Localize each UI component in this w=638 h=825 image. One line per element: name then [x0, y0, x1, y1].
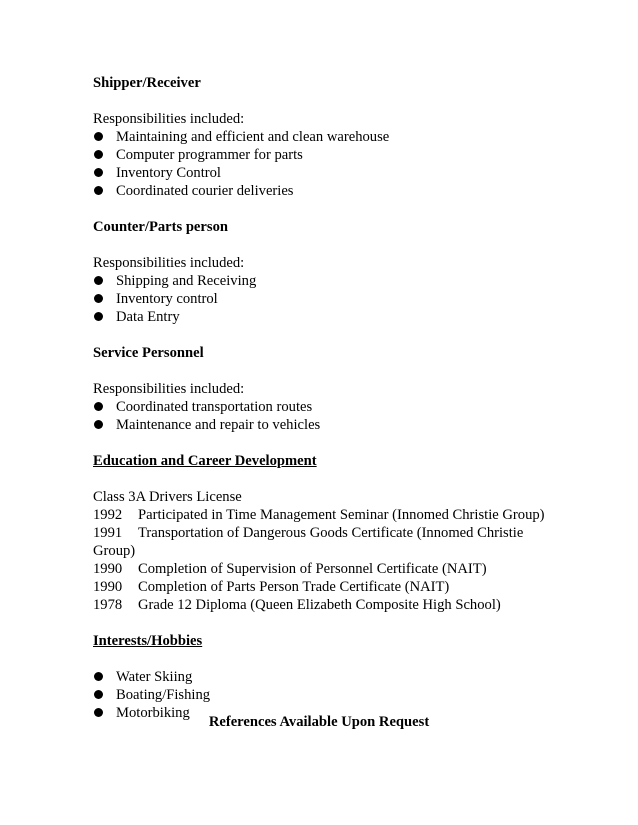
service-intro: Responsibilities included: [93, 381, 245, 397]
bullet-icon [94, 402, 103, 411]
education-year: 1978 [93, 597, 123, 613]
list-item: Inventory control [93, 290, 613, 308]
education-entry [93, 506, 613, 524]
section-title-service: Service Personnel [93, 345, 204, 361]
list-item: Coordinated courier deliveries [93, 182, 613, 200]
education-text: Transportation of Dangerous Goods Certificate (Innomed Christie [138, 525, 524, 541]
bullet-icon [94, 150, 103, 159]
bullet-icon [94, 276, 103, 285]
resume-page [93, 74, 613, 722]
education-text: Participated in Time Management Seminar (Innomed Christie Group) [138, 507, 545, 523]
list-item: Inventory Control [93, 164, 613, 182]
counter-list [93, 272, 613, 326]
list-item: Maintaining and efficient and clean warehouse [93, 128, 613, 146]
bullet-icon [94, 132, 103, 141]
list-item: Motorbiking [93, 704, 613, 722]
counter-intro: Responsibilities included: [93, 255, 245, 271]
shipper-list [93, 128, 613, 200]
education-entry [93, 560, 613, 578]
shipper-intro: Responsibilities included: [93, 111, 245, 127]
education-text: Completion of Parts Person Trade Certificate (NAIT) [138, 579, 450, 595]
education-year: 1992 [93, 507, 123, 523]
list-item: Computer programmer for parts [93, 146, 613, 164]
bullet-icon [94, 420, 103, 429]
education-year: 1990 [93, 561, 123, 577]
bullet-icon [94, 672, 103, 681]
bullet-icon [94, 690, 103, 699]
list-item: Maintenance and repair to vehicles [93, 416, 613, 434]
section-title-hobbies: Interests/Hobbies [93, 633, 203, 649]
license-line: Class 3A Drivers License [93, 489, 242, 505]
list-item: Water Skiing [93, 668, 613, 686]
section-title-shipper: Shipper/Receiver [93, 75, 201, 91]
education-text: Grade 12 Diploma (Queen Elizabeth Composite High School) [138, 597, 501, 613]
education-text: Completion of Supervision of Personnel Certificate (NAIT) [138, 561, 487, 577]
bullet-icon [94, 186, 103, 195]
list-item: Shipping and Receiving [93, 272, 613, 290]
education-entry [93, 524, 613, 542]
education-entry [93, 596, 613, 614]
list-item: Coordinated transportation routes [93, 398, 613, 416]
education-text-continued: Group) [93, 543, 136, 559]
service-list [93, 398, 613, 434]
bullet-icon [94, 312, 103, 321]
section-title-counter: Counter/Parts person [93, 219, 228, 235]
education-entry [93, 578, 613, 596]
bullet-icon [94, 294, 103, 303]
list-item: Data Entry [93, 308, 613, 326]
bullet-icon [94, 168, 103, 177]
education-year: 1990 [93, 579, 123, 595]
section-title-education: Education and Career Development [93, 453, 317, 469]
education-year: 1991 [93, 525, 123, 541]
list-item: Boating/Fishing [93, 686, 613, 704]
references-note: References Available Upon Request [208, 714, 430, 730]
